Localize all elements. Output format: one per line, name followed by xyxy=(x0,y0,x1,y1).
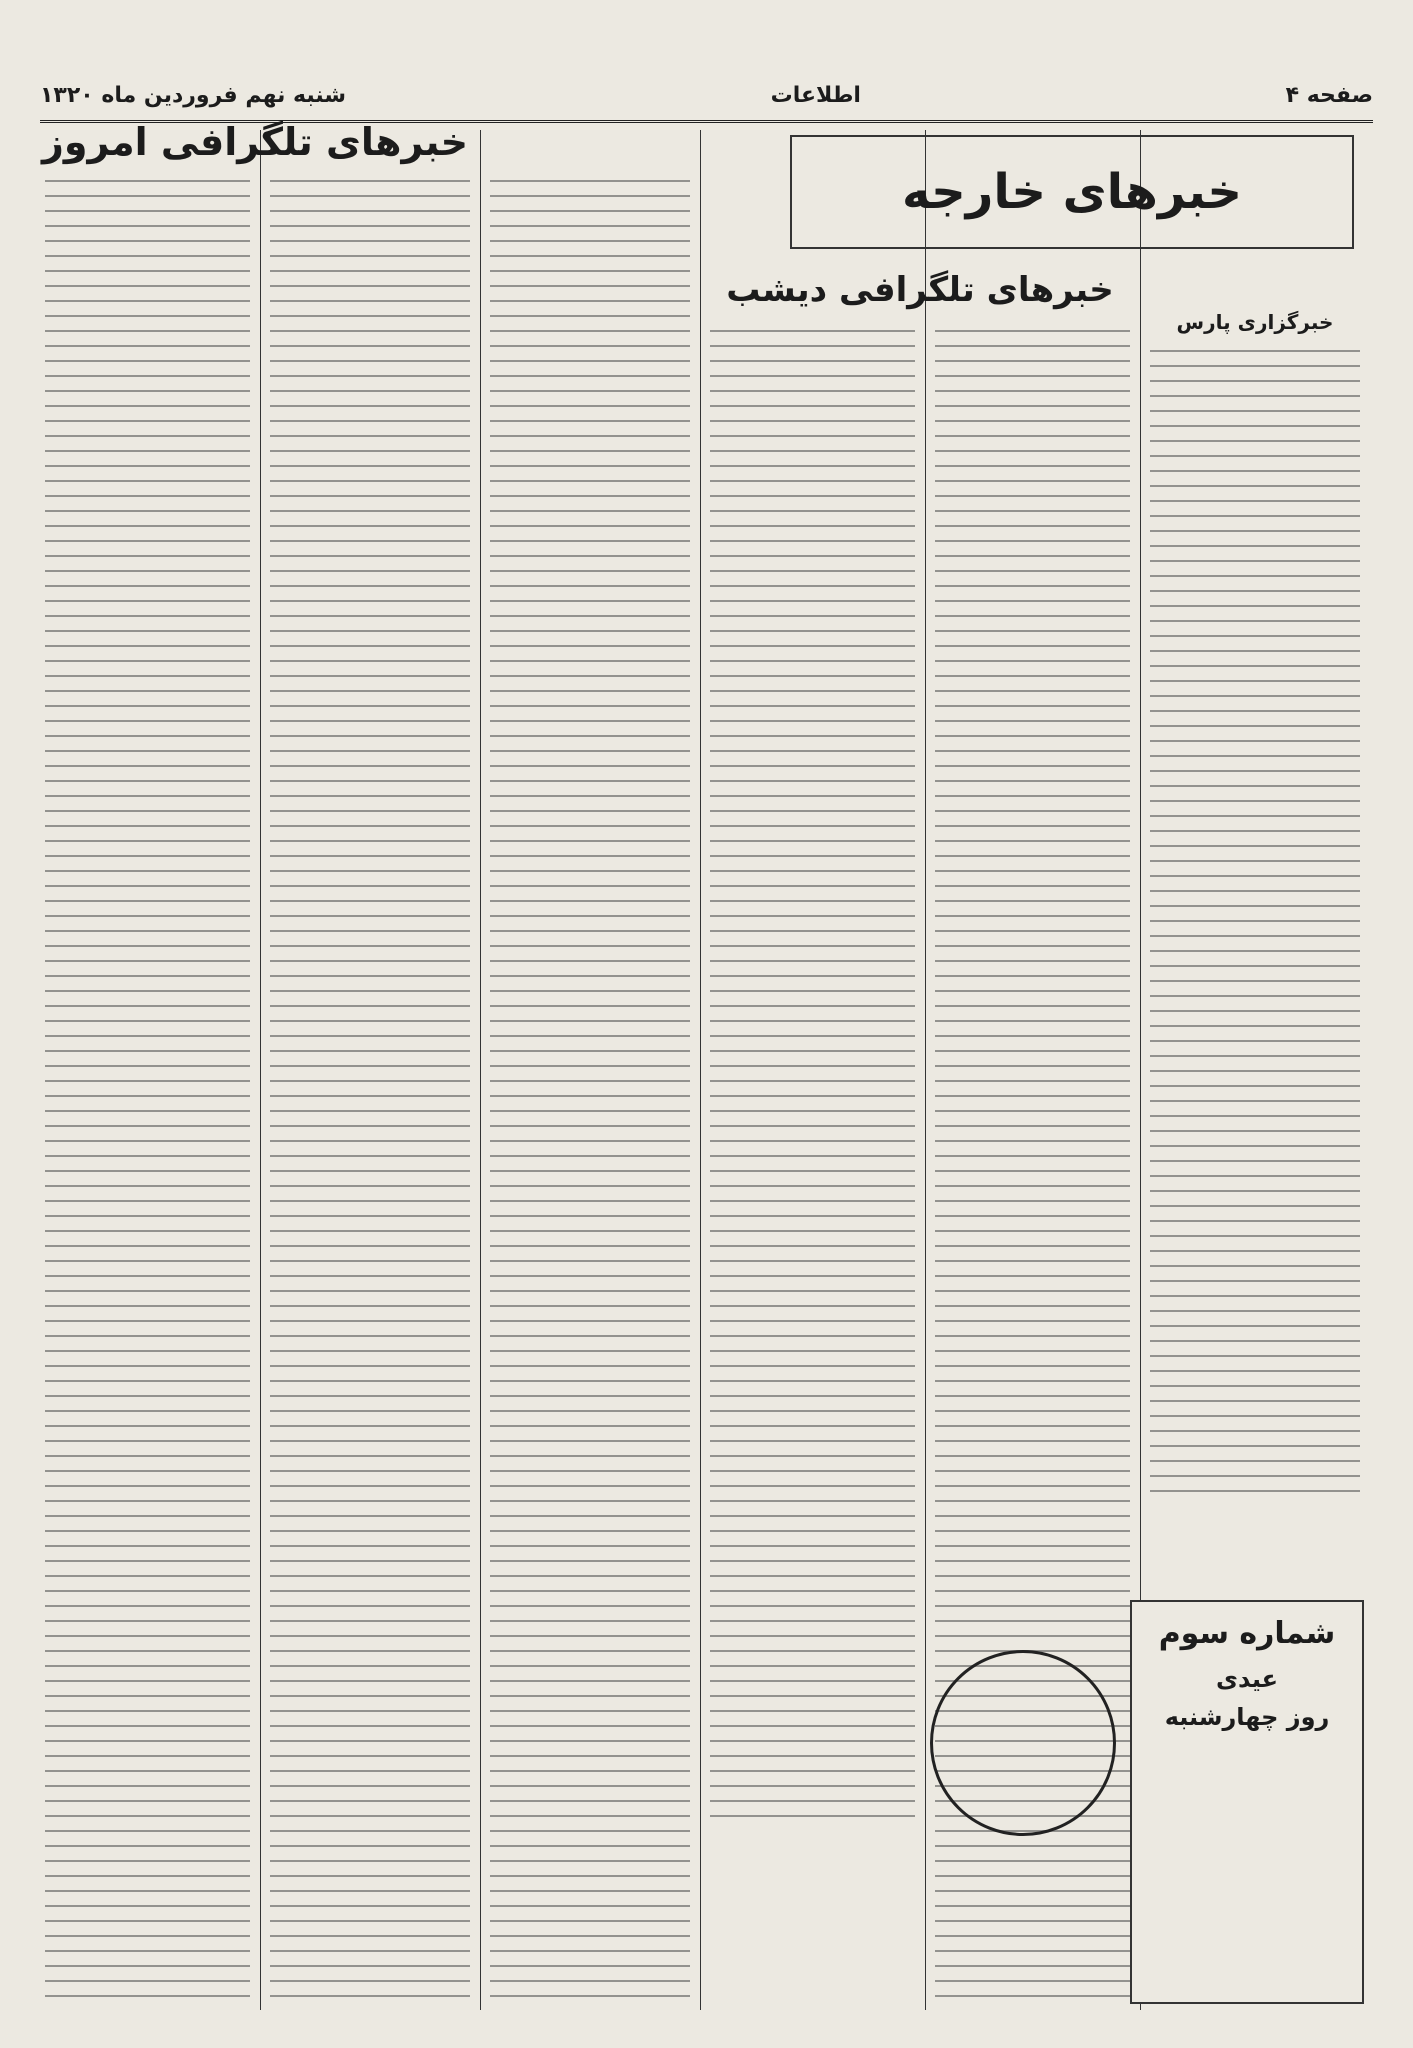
masthead xyxy=(40,70,1373,123)
pars-agency-label: خبرگزاری پارس xyxy=(1176,310,1334,334)
article-text xyxy=(710,330,915,1830)
notice-title: شماره سوم xyxy=(1158,1616,1336,1651)
paper-name: اطلاعات xyxy=(770,82,861,108)
notice-line: روز چهارشنبه xyxy=(1164,1703,1330,1731)
ettelaat-seal xyxy=(930,1650,1116,1836)
column-rule xyxy=(480,130,481,2010)
notice-line: عیدی xyxy=(1215,1665,1279,1693)
today-headline: خبرهای تلگرافی امروز xyxy=(42,120,468,164)
foreign-news-title: خبرهای خارجه xyxy=(901,164,1242,220)
column-rule xyxy=(260,130,261,2010)
last-night-headline: خبرهای تلگرافی دیشب xyxy=(726,270,1114,310)
article-text xyxy=(270,180,470,2010)
article-text xyxy=(45,180,250,2010)
column-rule xyxy=(925,130,926,2010)
article-text xyxy=(490,180,690,2010)
issue-notice xyxy=(1130,1600,1364,2004)
foreign-news-banner xyxy=(790,135,1354,249)
page-label: صفحه ۴ xyxy=(1285,82,1373,108)
date-line: شنبه نهم فروردین ماه ۱۳۲۰ xyxy=(40,82,346,108)
column-rule xyxy=(700,130,701,2010)
article-text xyxy=(1150,350,1360,1500)
